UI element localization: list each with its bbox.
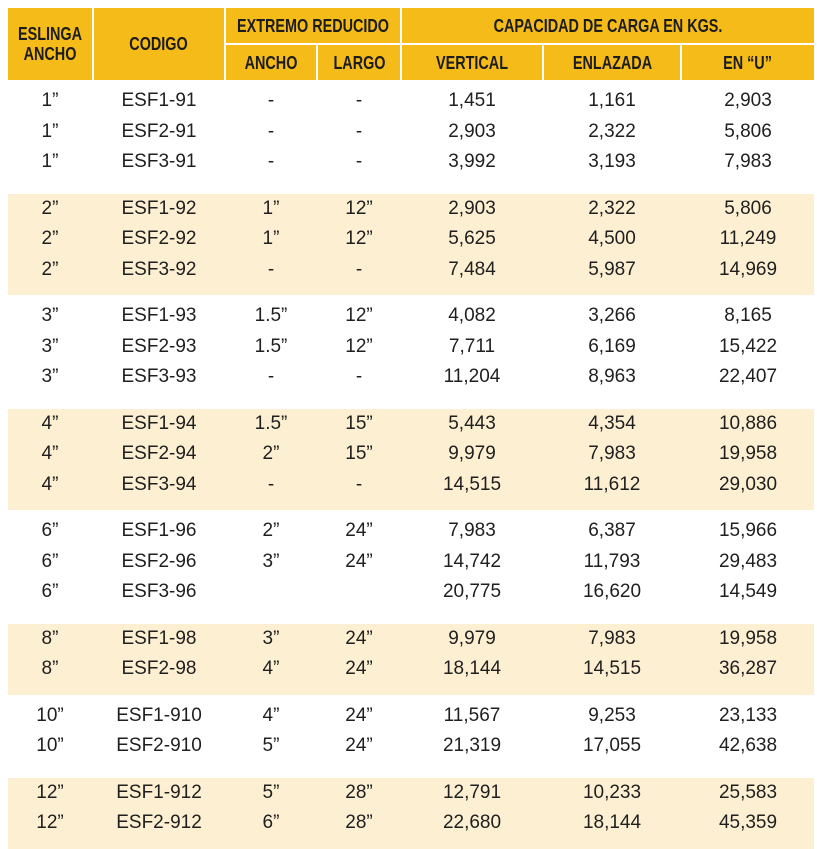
cell-en-u: 2,903: [724, 90, 772, 111]
cell-ancho: -: [267, 366, 275, 387]
cell-enlazada: 11,793: [583, 550, 641, 572]
header-largo: [318, 45, 400, 80]
cell-eslinga-ancho: 3”: [41, 335, 59, 357]
cell-eslinga-ancho: 2”: [41, 197, 59, 219]
header-capacidad: [402, 8, 814, 43]
cell-en-u: 29,483: [718, 550, 778, 572]
cell-eslinga-ancho: 4”: [41, 473, 59, 495]
cell-vertical: 5,625: [448, 228, 496, 249]
cell-codigo: ESF2-94: [121, 443, 197, 464]
cell-codigo: ESF3-91: [121, 151, 197, 172]
cell-largo: -: [355, 120, 363, 142]
cell-codigo: ESF1-910: [116, 704, 202, 726]
cell-eslinga-ancho: 3”: [41, 366, 59, 387]
cell-eslinga-ancho: 3”: [41, 305, 59, 326]
cell-eslinga-ancho: 4”: [41, 443, 59, 464]
cell-enlazada: 1,161: [588, 90, 636, 111]
header-eslinga-ancho: [8, 8, 92, 80]
row-group: [8, 778, 814, 849]
cell-ancho: -: [267, 120, 275, 142]
cell-codigo: ESF2-92: [121, 228, 197, 249]
cell-ancho: 1.5”: [254, 335, 288, 357]
cell-codigo: ESF1-93: [121, 305, 197, 326]
header-eslinga-ancho-label: ESLINGA ANCHO: [17, 24, 83, 64]
cell-en-u: 19,958: [718, 627, 778, 649]
cell-vertical: 2,903: [448, 197, 496, 219]
cell-vertical: 9,979: [448, 443, 496, 464]
header-ancho: [226, 45, 316, 80]
cell-vertical: 3,992: [448, 151, 496, 172]
cell-ancho: -: [267, 90, 275, 111]
header-codigo-label: CODIGO: [129, 34, 189, 54]
cell-largo: -: [355, 90, 363, 111]
cell-eslinga-ancho: 4”: [41, 412, 59, 434]
cell-ancho: 5”: [262, 735, 280, 756]
cell-eslinga-ancho: 12”: [36, 781, 64, 803]
row-group: [8, 301, 814, 403]
cell-en-u: 19,958: [718, 443, 778, 464]
cell-enlazada: 5,987: [588, 258, 636, 280]
cell-enlazada: 16,620: [582, 581, 642, 602]
cell-codigo: ESF2-96: [121, 550, 197, 572]
cell-en-u: 10,886: [718, 412, 778, 434]
cell-enlazada: 4,354: [588, 412, 636, 434]
cell-en-u: 14,549: [718, 581, 778, 602]
cell-vertical: 1,451: [448, 90, 496, 111]
cell-vertical: 9,979: [448, 627, 496, 649]
cell-enlazada: 2,322: [588, 120, 636, 142]
cell-codigo: ESF3-92: [121, 258, 197, 280]
cell-codigo: ESF1-98: [121, 627, 197, 649]
cell-codigo: ESF1-96: [121, 520, 197, 541]
cell-vertical: 7,711: [448, 335, 496, 357]
cell-en-u: 23,133: [718, 704, 778, 726]
cell-ancho: 3”: [262, 550, 280, 572]
cell-codigo: ESF1-91: [121, 90, 197, 111]
cell-ancho: 4”: [262, 658, 280, 679]
cell-vertical: 14,515: [442, 473, 502, 495]
cell-enlazada: 14,515: [582, 658, 642, 679]
cell-en-u: 5,806: [724, 120, 772, 142]
cell-eslinga-ancho: 10”: [36, 704, 64, 726]
cell-codigo: ESF1-94: [121, 412, 197, 434]
cell-eslinga-ancho: 6”: [41, 581, 59, 602]
cell-codigo: ESF1-912: [116, 781, 202, 803]
cell-codigo: ESF3-93: [121, 366, 197, 387]
cell-largo: 12”: [345, 228, 373, 249]
header-en-u-label: EN “U”: [723, 52, 773, 73]
header-ancho-label: ANCHO: [244, 52, 298, 73]
cell-eslinga-ancho: 1”: [41, 151, 59, 172]
cell-vertical: 11,567: [443, 704, 501, 726]
cell-ancho: 1.5”: [254, 412, 288, 434]
row-group: [8, 624, 814, 695]
cell-vertical: 7,983: [448, 520, 496, 541]
cell-vertical: 22,680: [442, 812, 502, 833]
row-group: [8, 701, 814, 772]
cell-largo: 28”: [345, 812, 373, 833]
cell-eslinga-ancho: 1”: [41, 90, 59, 111]
cell-en-u: 42,638: [718, 735, 778, 756]
cell-eslinga-ancho: 6”: [41, 550, 59, 572]
cell-eslinga-ancho: 12”: [36, 812, 64, 833]
cell-ancho: 4”: [262, 704, 280, 726]
cell-largo: -: [355, 151, 363, 172]
cell-largo: 24”: [345, 520, 373, 541]
cell-enlazada: 10,233: [582, 781, 642, 803]
cell-eslinga-ancho: 2”: [41, 228, 59, 249]
cell-largo: 15”: [345, 412, 373, 434]
row-group: [8, 194, 814, 296]
cell-vertical: 21,319: [442, 735, 502, 756]
cell-enlazada: 7,983: [588, 443, 636, 464]
cell-vertical: 18,144: [442, 658, 502, 679]
cell-en-u: 29,030: [718, 473, 778, 495]
cell-enlazada: 3,266: [588, 305, 636, 326]
cell-vertical: 20,775: [442, 581, 502, 602]
header-codigo: [94, 8, 224, 80]
cell-eslinga-ancho: 6”: [41, 520, 59, 541]
cell-codigo: ESF2-91: [121, 120, 197, 142]
cell-codigo: ESF2-93: [121, 335, 197, 357]
cell-vertical: 4,082: [448, 305, 496, 326]
cell-vertical: 2,903: [448, 120, 496, 142]
cell-largo: 12”: [345, 305, 373, 326]
row-group: [8, 86, 814, 188]
cell-enlazada: 6,387: [588, 520, 636, 541]
capacity-table: [8, 8, 814, 833]
cell-eslinga-ancho: 2”: [41, 258, 59, 280]
cell-en-u: 25,583: [718, 781, 778, 803]
cell-vertical: 11,204: [443, 366, 501, 387]
cell-en-u: 7,983: [724, 151, 772, 172]
cell-largo: 24”: [345, 704, 373, 726]
cell-codigo: ESF2-98: [121, 658, 197, 679]
cell-vertical: 12,791: [442, 781, 502, 803]
cell-en-u: 36,287: [718, 658, 778, 679]
cell-en-u: 15,422: [718, 335, 778, 357]
header-enlazada-label: ENLAZADA: [572, 52, 652, 73]
cell-vertical: 14,742: [442, 550, 502, 572]
header-largo-label: LARGO: [333, 52, 385, 73]
cell-ancho: 3”: [262, 627, 280, 649]
cell-ancho: 1”: [262, 228, 280, 249]
cell-ancho: 6”: [262, 812, 280, 833]
cell-codigo: ESF1-92: [121, 197, 197, 219]
cell-enlazada: 8,963: [588, 366, 636, 387]
cell-codigo: ESF2-910: [116, 735, 202, 756]
cell-eslinga-ancho: 8”: [41, 627, 59, 649]
cell-largo: 15”: [345, 443, 373, 464]
cell-en-u: 5,806: [724, 197, 772, 219]
cell-vertical: 5,443: [448, 412, 496, 434]
header-en-u: [682, 45, 814, 80]
cell-enlazada: 6,169: [588, 335, 636, 357]
cell-en-u: 22,407: [718, 366, 778, 387]
cell-ancho: -: [267, 151, 275, 172]
cell-largo: 24”: [345, 550, 373, 572]
cell-enlazada: 4,500: [588, 228, 636, 249]
cell-largo: 28”: [345, 781, 373, 803]
cell-ancho: 1”: [262, 197, 280, 219]
cell-ancho: 2”: [262, 443, 280, 464]
cell-largo: 24”: [345, 627, 373, 649]
cell-ancho: -: [267, 473, 275, 495]
header-extremo-reducido: [226, 8, 400, 43]
cell-largo: 24”: [345, 735, 373, 756]
header-vertical-label: VERTICAL: [436, 52, 508, 73]
header-capacidad-label: CAPACIDAD DE CARGA EN KGS.: [493, 15, 723, 36]
cell-enlazada: 3,193: [588, 151, 636, 172]
cell-en-u: 45,359: [718, 812, 778, 833]
row-group: [8, 409, 814, 511]
cell-en-u: 15,966: [718, 520, 778, 541]
cell-enlazada: 9,253: [588, 704, 636, 726]
header-extremo-reducido-label: EXTREMO REDUCIDO: [237, 15, 390, 36]
cell-eslinga-ancho: 10”: [36, 735, 64, 756]
header-enlazada: [544, 45, 680, 80]
cell-largo: 24”: [345, 658, 373, 679]
cell-enlazada: 17,055: [582, 735, 642, 756]
cell-codigo: ESF2-912: [116, 812, 202, 833]
cell-largo: 12”: [345, 197, 373, 219]
cell-enlazada: 2,322: [588, 197, 636, 219]
cell-codigo: ESF3-96: [121, 581, 197, 602]
cell-eslinga-ancho: 8”: [41, 658, 59, 679]
cell-enlazada: 11,612: [583, 473, 641, 495]
cell-largo: -: [355, 258, 363, 280]
cell-largo: -: [355, 366, 363, 387]
cell-largo: 12”: [345, 335, 373, 357]
cell-en-u: 14,969: [718, 258, 778, 280]
cell-ancho: 2”: [262, 520, 280, 541]
cell-enlazada: 18,144: [582, 812, 642, 833]
cell-en-u: 11,249: [719, 228, 777, 249]
row-group: [8, 516, 814, 618]
cell-ancho: -: [267, 258, 275, 280]
cell-eslinga-ancho: 1”: [41, 120, 59, 142]
cell-ancho: 5”: [262, 781, 280, 803]
header-vertical: [402, 45, 542, 80]
cell-ancho: 1.5”: [254, 305, 288, 326]
cell-enlazada: 7,983: [588, 627, 636, 649]
cell-vertical: 7,484: [448, 258, 496, 280]
cell-codigo: ESF3-94: [121, 473, 197, 495]
cell-en-u: 8,165: [724, 305, 772, 326]
cell-largo: -: [355, 473, 363, 495]
